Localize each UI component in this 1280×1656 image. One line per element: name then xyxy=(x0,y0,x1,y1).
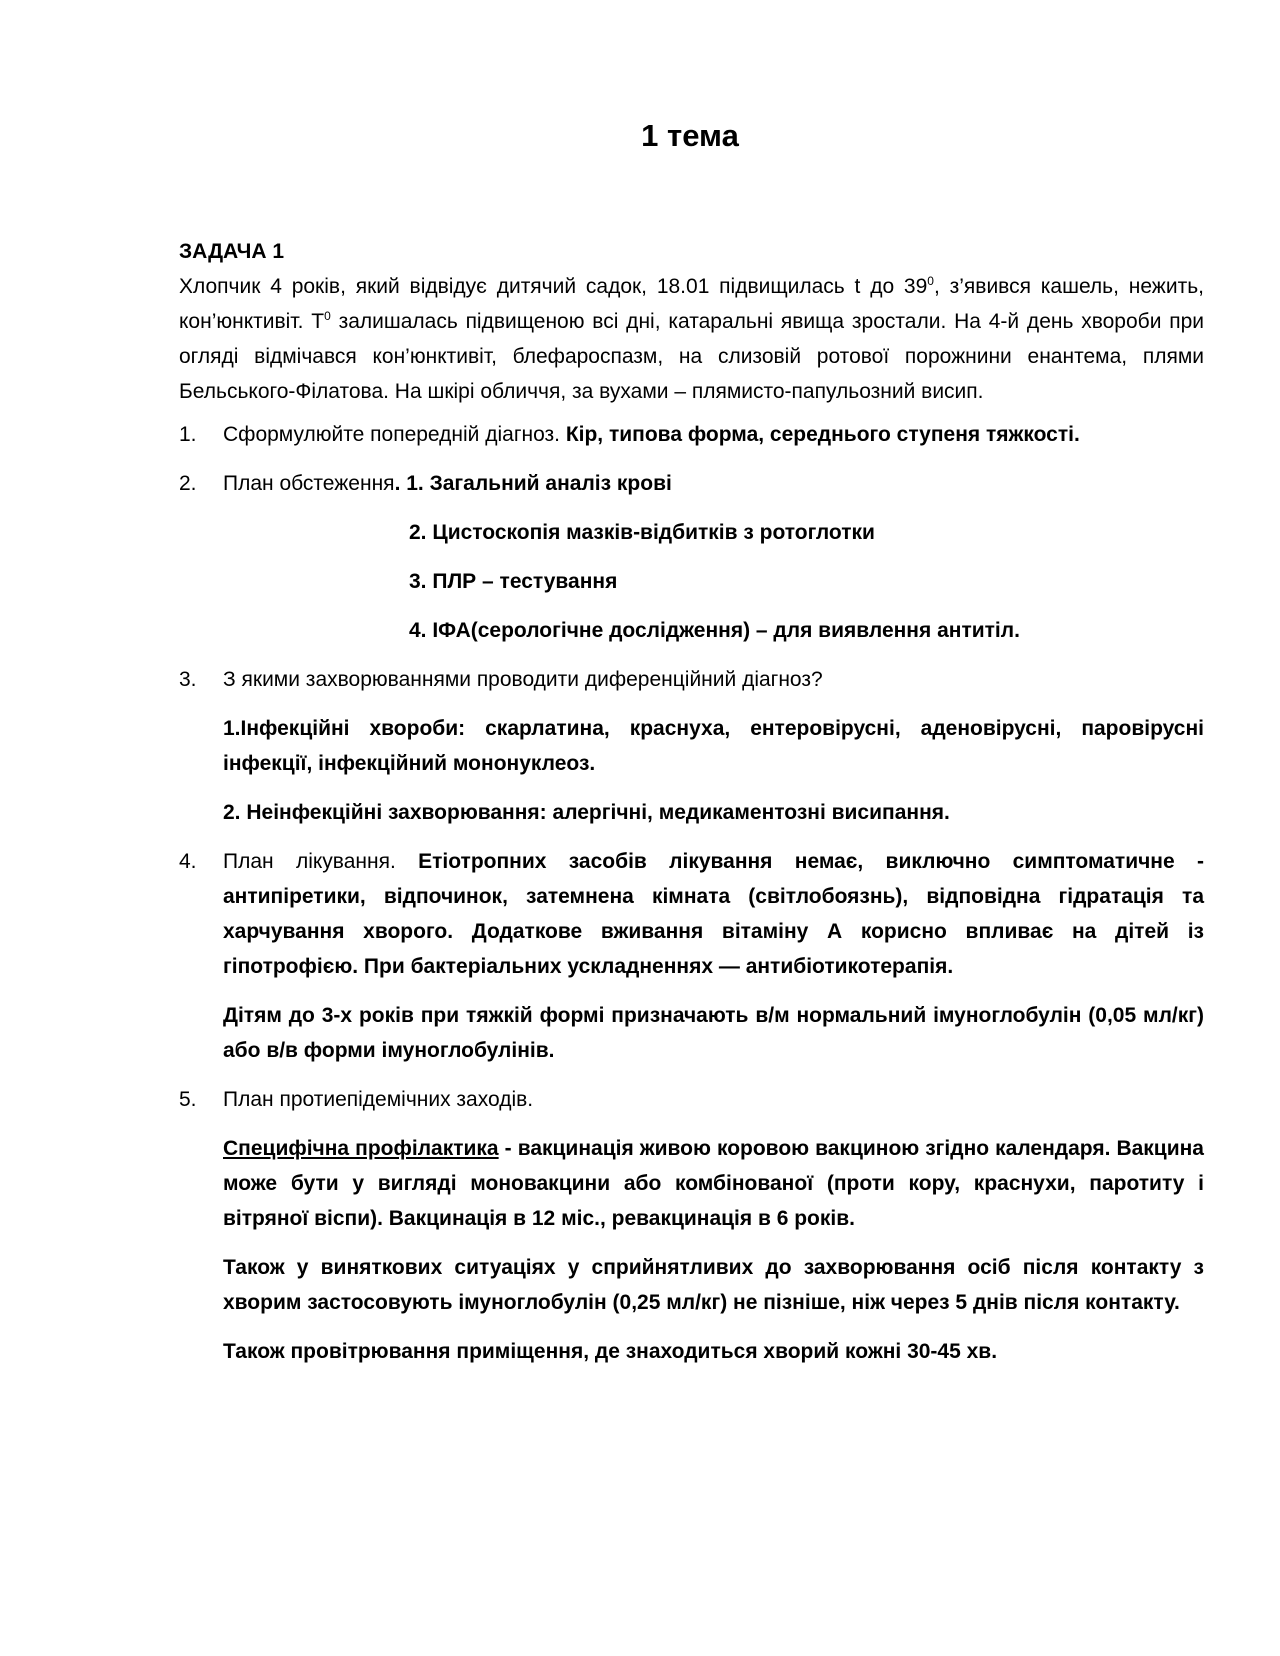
question-5 xyxy=(179,1082,1204,1117)
differential-paragraph: 2. Неінфекційні захворювання: алергічні, медикаментозні висипання. xyxy=(223,801,950,824)
question-label: План обстеження xyxy=(223,472,395,495)
question-label: З якими захворюваннями проводити диференційний діагноз? xyxy=(223,668,823,691)
degree-superscript: 0 xyxy=(324,309,331,323)
question-number: 2. xyxy=(179,472,197,495)
question-label: Сформулюйте попередній діагноз. xyxy=(223,423,566,446)
task-text-part: Хлопчик 4 років, який відвідує дитячий садок, 18.01 підвищилась t до 39 xyxy=(179,275,928,298)
specific-prophylaxis-text: - вакцинація живою коровою вакциною згідно календаря. Вакцина може бути у вигляді моновакцини або комбінованої (проти кору, краснухи, паротиту і вітряної віспи). Вакцинація в 12 міс., ревакцинація в 6 років. xyxy=(223,1137,1204,1230)
exam-plan-item: 2. Цистоскопія мазків-відбитків з ротоглотки xyxy=(409,521,875,544)
degree-superscript: 0 xyxy=(927,274,934,288)
question-number: 1. xyxy=(179,423,197,446)
question-label: План лікування. xyxy=(223,850,419,873)
document-body xyxy=(179,234,1204,1383)
differential-paragraph: 1.Інфекційні хвороби: скарлатина, краснуха, ентеровірусні, аденовірусні, паровірусні інфекції, інфекційний мононуклеоз. xyxy=(223,717,1204,775)
page-title: 1 тема xyxy=(641,118,739,153)
question-answer: Кір, типова форма, середнього ступеня тяжкості. xyxy=(565,423,1080,446)
task-description xyxy=(179,269,1204,409)
task-text-part: , з’явився кашель, нежить, кон’юнктивіт. Т xyxy=(179,275,1204,333)
question-number: 5. xyxy=(179,1088,197,1111)
question-number: 3. xyxy=(179,668,197,691)
task-text-part: залишалась підвищеною всі дні, катаральні явища зростали. На 4-й день хвороби при огляді відмічався кон’юнктивіт, блефароспазм, на слизовій ротової порожнини енантема, плями Бельського-Філатова. На шкірі обличчя, за вухами – плямисто-папульозний висип. xyxy=(179,310,1205,403)
question-body xyxy=(223,417,1204,452)
question-body xyxy=(223,466,1204,501)
prophylaxis-paragraph: Також у виняткових ситуаціях у сприйнятливих до захворювання осіб після контакту з хворим застосовують імуноглобулін (0,25 мл/кг) не пізніше, ніж через 5 днів після контакту. xyxy=(223,1256,1204,1314)
question-3 xyxy=(179,662,1204,697)
question-2 xyxy=(179,466,1204,501)
specific-prophylaxis-heading: Специфічна профілактика xyxy=(223,1137,499,1160)
treatment-paragraph: Дітям до 3-х років при тяжкій формі призначають в/м нормальний імуноглобулін (0,05 мл/кг) або в/в форми імуноглобулінів. xyxy=(223,1004,1204,1062)
exam-plan-item: 4. ІФА(серологічне дослідження) – для виявлення антитіл. xyxy=(409,619,1020,642)
exam-plan-item: 3. ПЛР – тестування xyxy=(409,570,618,593)
question-1 xyxy=(179,417,1204,452)
prophylaxis-paragraph: Також провітрювання приміщення, де знаходиться хворий кожні 30-45 хв. xyxy=(223,1340,998,1363)
question-label: План протиепідемічних заходів. xyxy=(223,1088,534,1111)
specific-prophylaxis-paragraph xyxy=(223,1131,1204,1236)
task-heading: ЗАДАЧА 1 xyxy=(179,240,285,263)
question-4 xyxy=(179,844,1204,984)
question-answer: Етіотропних засобів лікування немає, виключно симптоматичне - антипіретики, відпочинок, затемнена кімната (світлобоязнь), відповідна гідратація та харчування хворого. Додаткове вживання вітаміну А корисно впливає на дітей із гіпотрофією. При бактеріальних ускладненнях — антибіотикотерапія. xyxy=(223,850,1204,978)
question-body xyxy=(223,844,1204,984)
question-answer: . 1. Загальний аналіз крові xyxy=(394,472,672,495)
question-number: 4. xyxy=(179,850,197,873)
